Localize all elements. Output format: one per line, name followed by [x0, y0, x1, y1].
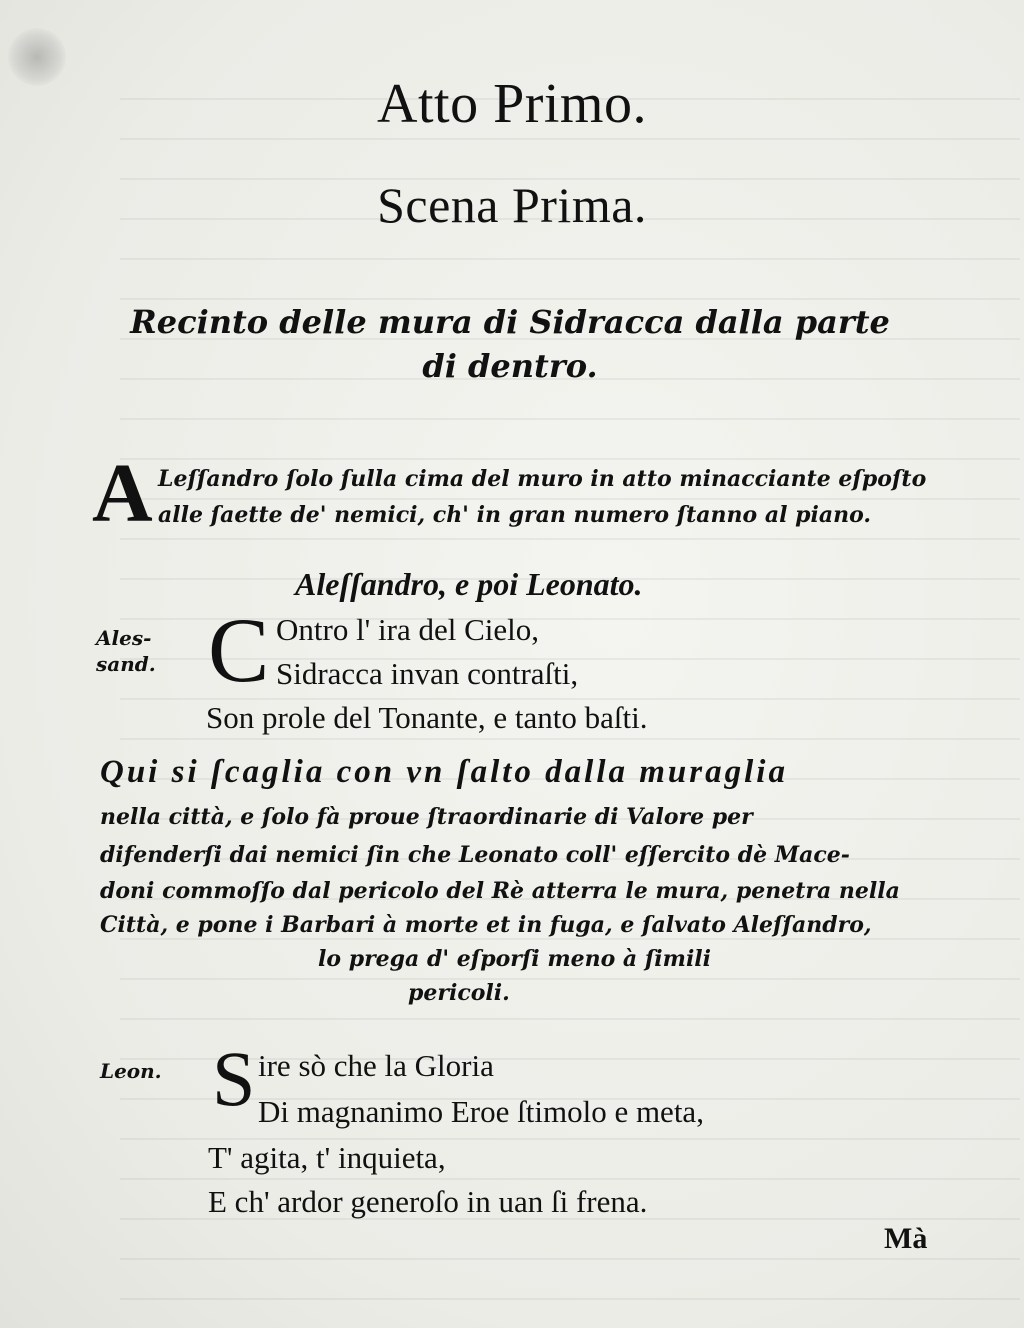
drop-cap-a: A [92, 447, 153, 540]
setting-line-2: di dentro. [422, 347, 598, 385]
stage-direction-1-line-1: Leſſandro ſolo ſulla cima del muro in atto minacciante eſpoſto [158, 466, 927, 492]
scene-heading: Scena Prima. [377, 177, 647, 233]
stage-direction-2-line-7: pericoli. [408, 980, 510, 1006]
verse-1-line-3: Son prole del Tonante, e tanto baſti. [206, 700, 648, 735]
speaker-line-1: Ales- [96, 626, 152, 650]
verse-2-line-1: ire sò che la Gloria [258, 1048, 494, 1083]
speaker-leonato: Leon. [100, 1059, 162, 1083]
stage-direction-2-line-3: difenderſi dai nemici ſin che Leonato coll' eſſercito dè Mace- [100, 842, 850, 868]
scene-setting [110, 300, 910, 388]
stage-direction-2-line-2: nella città, e ſolo fà proue ſtraordinarie di Valore per [100, 804, 753, 830]
verse-1-line-1: Ontro l' ira del Cielo, [276, 612, 540, 647]
stage-direction-2-line-4: doni commoſſo dal pericolo del Rè atterra le mura, penetra nella [100, 878, 900, 904]
drop-cap-s: S [212, 1035, 256, 1122]
stage-direction-2-line-6: lo prega d' eſporſi meno à ſimili [318, 946, 712, 972]
catchword: Mà [884, 1222, 928, 1255]
stage-direction-2-line-1: Qui si ſcaglia con vn ſalto dalla muraglia [100, 754, 788, 790]
verse-2-line-2: Di magnanimo Eroe ſtimolo e meta, [258, 1094, 704, 1129]
stage-direction-1-line-2: alle ſaette de' nemici, ch' in gran numero ſtanno al piano. [158, 502, 872, 528]
verse-2-line-4: E ch' ardor generoſo in uan ſi frena. [208, 1184, 648, 1219]
setting-line-1: Recinto delle mura di Sidracca dalla parte [130, 303, 890, 341]
characters-line: Aleſſandro, e poi Leonato. [295, 566, 643, 602]
act-heading: Atto Primo. [377, 73, 647, 135]
speaker-line-2: sand. [96, 652, 156, 676]
verse-2-line-3: T' agita, t' inquieta, [208, 1140, 446, 1175]
speaker-alessandro [96, 625, 156, 677]
verse-1-line-2: Sidracca invan contraſti, [276, 656, 579, 691]
stage-direction-2-line-5: Città, e pone i Barbari à morte et in fuga, e ſalvato Aleſſandro, [100, 912, 872, 938]
drop-cap-c: C [208, 599, 270, 701]
